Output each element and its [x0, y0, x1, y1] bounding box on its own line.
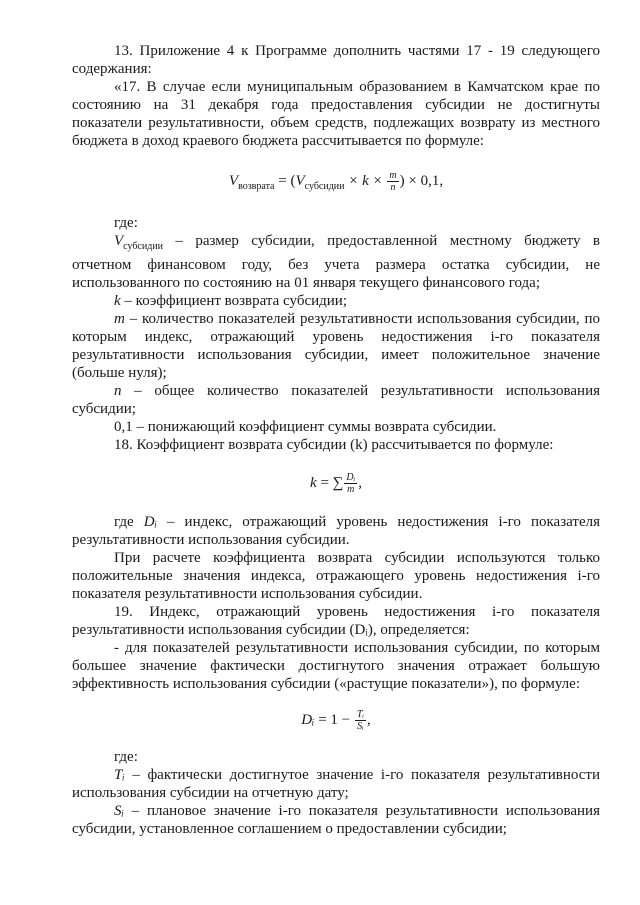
formula-op: × k ×	[344, 172, 387, 189]
def-var: V	[114, 232, 124, 249]
definition-s	[72, 802, 600, 838]
paragraph-17: «17. В случае если муниципальным образованием в Камчатском крае по состоянию на 31 декабря года предоставления субсидии не достигнуты показатели результативности, объем средств, подлежащих возврату из местного бюджета в доход краевого бюджета рассчитывается по формуле:	[72, 79, 600, 149]
fraction-denominator: m	[347, 483, 355, 495]
where-label: где:	[114, 748, 138, 765]
formula-tail: ,	[358, 474, 362, 491]
definition-m	[72, 310, 600, 382]
formula-sub: возврата	[238, 180, 275, 192]
def-text: – количество показателей результативности использования субсидии, по которым индекс, отражающий уровень недостижения i-го показателя результативности использования субсидии, имеет положительное значение (больше нуля);	[72, 310, 600, 381]
fraction-numerator: Tᵢ	[356, 708, 365, 720]
def-text: – индекс, отражающий уровень недостижения i-го показателя результативности использования субсидии.	[72, 513, 600, 548]
formula-var: V	[295, 172, 305, 189]
definition-t	[72, 766, 600, 802]
def-sub: субсидии	[123, 240, 164, 252]
fraction-numerator: m	[389, 170, 397, 181]
paragraph-13: 13. Приложение 4 к Программе дополнить частями 17 - 19 следующего содержания:	[72, 43, 600, 77]
def-var: m	[114, 310, 125, 327]
formula-op: = (	[274, 172, 296, 189]
formula-return-volume	[72, 170, 600, 196]
formula-var: Dᵢ	[301, 711, 315, 728]
formula-op: = 1 −	[314, 711, 354, 728]
fraction-denominator: Sᵢ	[357, 720, 364, 732]
def-text: где	[114, 513, 144, 530]
formula-return-coefficient	[72, 472, 600, 495]
paragraph-18: 18. Коэффициент возврата субсидии (k) рассчитывается по формуле:	[114, 436, 554, 453]
formula-tail: ) × 0,1,	[399, 172, 444, 189]
definition-0-1: 0,1 – понижающий коэффициент суммы возврата субсидии.	[114, 418, 497, 435]
definition-k	[72, 292, 600, 310]
formula-fraction	[344, 472, 357, 495]
where-label: где:	[114, 214, 138, 231]
fraction-numerator: Dᵢ	[346, 471, 356, 483]
formula-tail: ,	[367, 711, 371, 728]
formula-var: k	[310, 474, 317, 491]
def-var: Dᵢ	[143, 513, 157, 530]
paragraph-19: 19. Индекс, отражающий уровень недостижения i-го показателя результативности использования субсидии (Dᵢ), определяется:	[72, 603, 600, 638]
def-var: Sᵢ	[114, 802, 124, 819]
formula-index	[72, 709, 600, 732]
formula-op: = ∑	[316, 474, 344, 491]
paragraph-calc-note: При расчете коэффициента возврата субсидии используются только положительные значения индекса, отражающего уровень недостижения i-го показателя результативности использования субсидии.	[72, 549, 600, 602]
def-var: Tᵢ	[114, 766, 125, 783]
def-var: k	[114, 292, 121, 309]
formula-fraction	[355, 709, 366, 732]
def-text: – размер субсидии, предоставленной местному бюджету в отчетном финансовом году, без учета размера остатка субсидии, не использованного по состоянию на 01 января текущего финансового года;	[72, 232, 600, 291]
def-text: – плановое значение i-го показателя результативности использования субсидии, установленное соглашением о предоставлении субсидии;	[72, 802, 600, 837]
formula-sub: субсидии	[304, 180, 345, 192]
definition-n	[72, 382, 600, 418]
formula-var: V	[228, 172, 239, 189]
def-var: n	[114, 382, 122, 399]
def-text: – общее количество показателей результативности использования субсидии;	[72, 382, 600, 417]
definition-v	[72, 232, 600, 292]
paragraph-19-growing: - для показателей результативности использования субсидии, по которым большее значение фактически достигнутого значения отражает большую эффективность использования субсидии («растущие показатели»), по формуле:	[72, 639, 600, 692]
def-text: – коэффициент возврата субсидии;	[120, 292, 347, 309]
fraction-denominator: n	[390, 182, 396, 193]
definition-d	[72, 513, 600, 549]
formula-fraction	[387, 170, 398, 193]
def-text: – фактически достигнутое значение i-го показателя результативности использования субсидии на отчетную дату;	[72, 766, 600, 801]
